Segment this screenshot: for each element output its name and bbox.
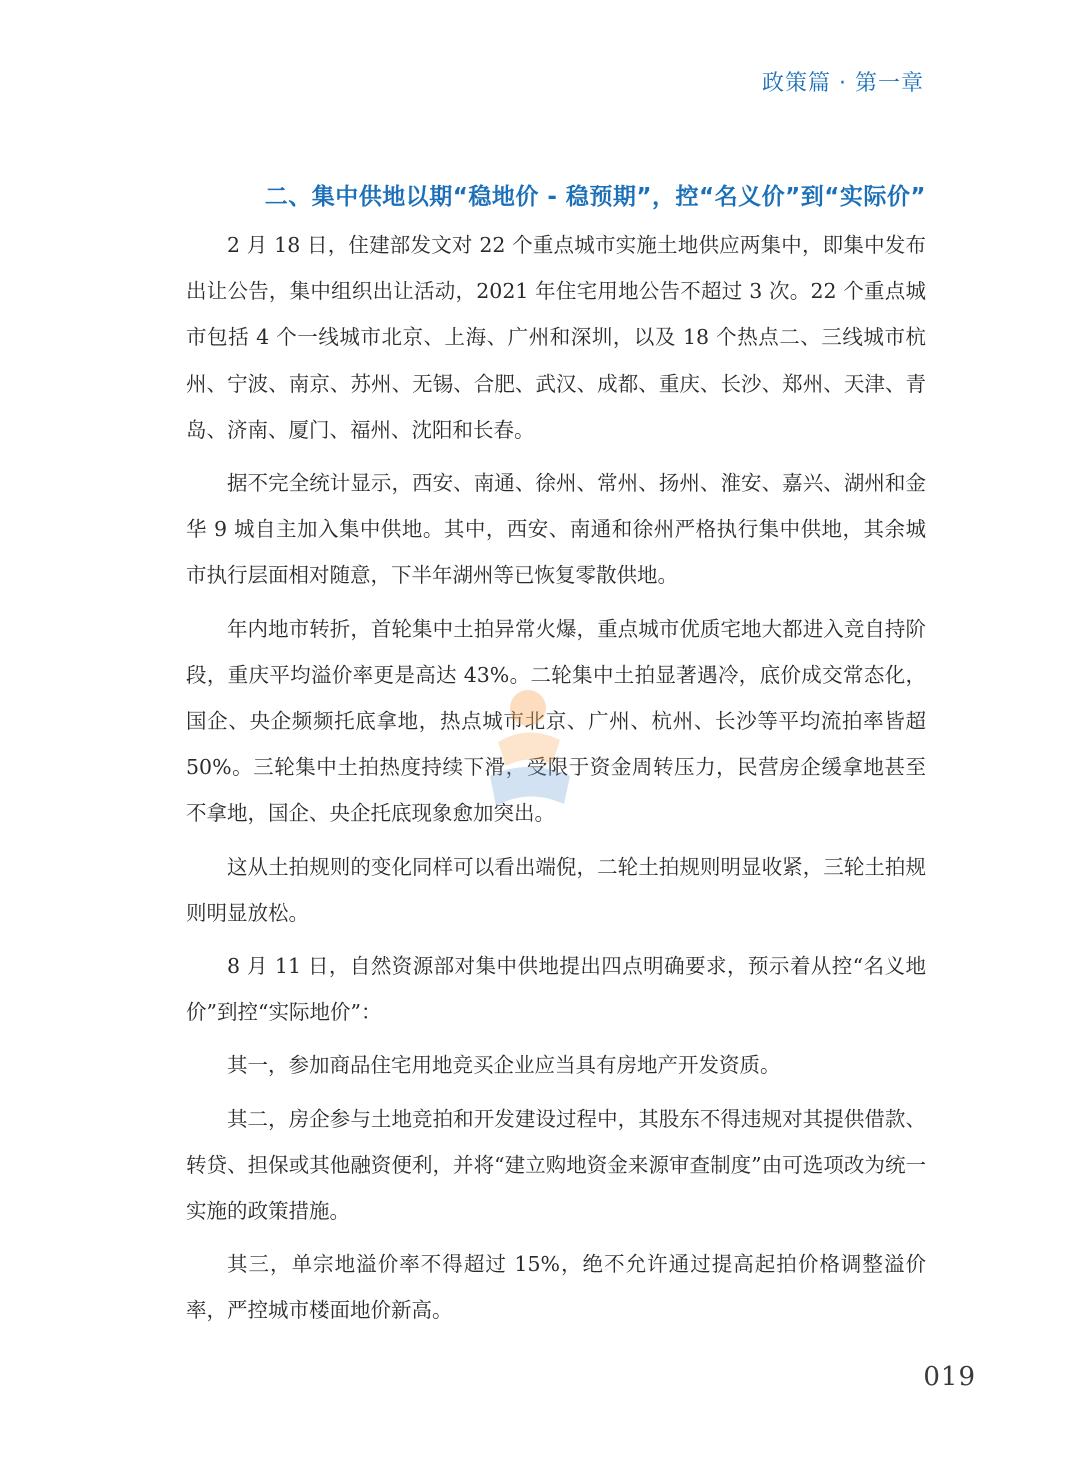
section-title: 二、集中供地以期“稳地价 - 稳预期”，控“名义价”到“实际价” bbox=[264, 184, 926, 210]
paragraph-5: 8 月 11 日，自然资源部对集中供地提出四点明确要求，预示着从控“名义地价”到控“实际地价”： bbox=[186, 954, 926, 1025]
paragraph-6: 其一，参加商品住宅用地竞买企业应当具有房地产开发资质。 bbox=[227, 1053, 781, 1078]
paragraph-2: 据不完全统计显示，西安、南通、徐州、常州、扬州、淮安、嘉兴、湖州和金华 9 城自主加入集中供地。其中，西安、南通和徐州严格执行集中供地，其余城市执行层面相对随意，下半年湖州等已恢复零散供地。 bbox=[186, 471, 926, 588]
watermark-logo bbox=[468, 680, 588, 810]
running-header: 政策篇 · 第一章 bbox=[762, 71, 924, 96]
page-number: 019 bbox=[923, 1362, 976, 1392]
paragraph-1: 2 月 18 日，住建部发文对 22 个重点城市实施土地供应两集中，即集中发布出让公告，集中组织出让活动，2021 年住宅用地公告不超过 3 次。22 个重点城市包括 4 个一线城市北京、上海、广州和深圳，以及 18 个热点二、三线城市杭州、宁波、南京、苏州、无锡、合肥、武汉、成都、重庆、长沙、郑州、天津、青岛、济南、厦门、福州、沈阳和长春。 bbox=[186, 233, 926, 442]
paragraph-8: 其三，单宗地溢价率不得超过 15%，绝不允许通过提高起拍价格调整溢价率，严控城市楼面地价新高。 bbox=[186, 1252, 926, 1323]
paragraph-4: 这从土拍规则的变化同样可以看出端倪，二轮土拍规则明显收紧，三轮土拍规则明显放松。 bbox=[186, 854, 926, 925]
paragraph-7: 其二，房企参与土地竞拍和开发建设过程中，其股东不得违规对其提供借款、转贷、担保或其他融资便利，并将“建立购地资金来源审查制度”由可选项改为统一实施的政策措施。 bbox=[186, 1106, 926, 1224]
paragraph-3: 年内地市转折，首轮集中土拍异常火爆，重点城市优质宅地大都进入竞自持阶段，重庆平均溢价率更是高达 43%。二轮集中土拍显著遇冷，底价成交常态化，国企、央企频频托底拿地，热点城市北京、广州、杭州、长沙等平均流拍率皆超 50%。三轮集中土拍热度持续下滑，受限于资金周转压力，民营房企缓拿地甚至不拿地，国企、央企托底现象愈加突出。 bbox=[186, 616, 926, 826]
